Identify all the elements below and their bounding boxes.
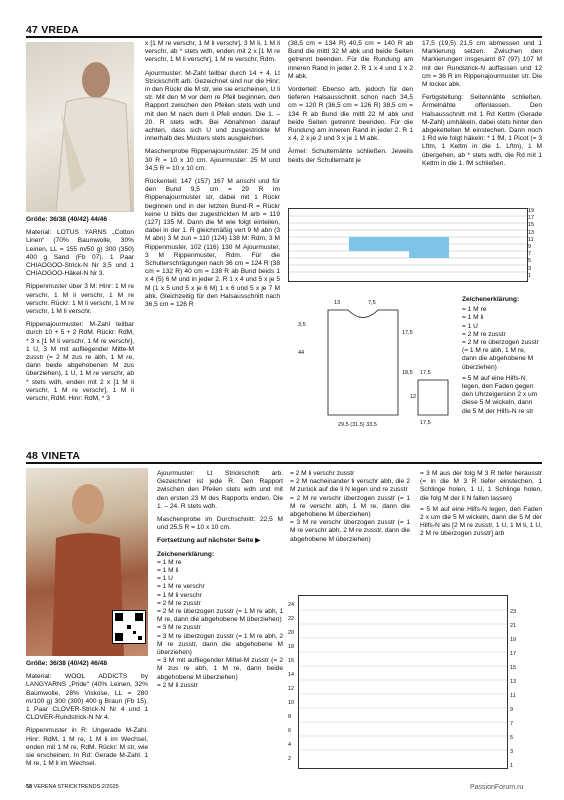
chart-row-number: 24 <box>288 602 295 608</box>
chart-row-number: 5 <box>510 735 514 741</box>
model-photo-vreda-illustration <box>26 42 134 212</box>
section-title-vineta: 48 VINETA <box>26 450 542 464</box>
legend-vreda <box>462 296 542 416</box>
legend-item: = 1 M li <box>157 567 179 575</box>
legend-item: = 3 M re verschr überzogen zusstr (= 1 M re verschr abh, 2 M re zusstr, dann die abgehobene M überziehen) <box>290 519 410 543</box>
legend-item: = 1 M li <box>462 314 484 322</box>
chart-row-number: 17 <box>528 215 535 222</box>
gauge-vineta: Maschenprobe im Durchschnitt: 22,5 M und 25,5 R = 10 x 10 cm. <box>157 516 283 532</box>
chart-row-numbers-right-vineta <box>510 605 516 773</box>
chart-row-number: 21 <box>510 623 517 629</box>
schematic-label-right2: 18,5 <box>402 370 413 376</box>
schematic-label-bottom: 29,5 (31,5) 33,5 <box>338 422 377 428</box>
chart-row-number: 22 <box>288 616 295 622</box>
legend-item: = 1 M li verschr <box>157 591 202 599</box>
chart-row-numbers-left-vineta <box>288 598 294 766</box>
chart-row-number: 4 <box>288 742 292 748</box>
sleeve-label-side: 12 <box>410 394 417 400</box>
legend-item: = 2 M re überzogen zusstr (= 1 M re abh, 1 M re, dann die abgehobene M überziehen) <box>462 339 539 371</box>
schematic-label-left1: 3,5 <box>298 322 306 328</box>
legend-item: = 2 M re zusstr <box>462 330 506 338</box>
chart-row-number: 9 <box>510 707 514 713</box>
schematic-label-top2: 7,5 <box>368 300 376 306</box>
rib-pattern-vineta: Rippenmuster in R: Ungerade M-Zahl. Hinr: RdM, 1 M re, 1 M li im Wechsel, enden mit 1 M re, RdM. Rückr: M str, wie sie erscheinen. In Rd: Gerade M-Zahl. 1 M re, 1 M li im Wechsel. <box>26 727 148 768</box>
ajour-pattern-vineta: Ajourmuster: Lt Strickschrift arb. Gezeichnet ist jede R. Den Rapport zwischen den Pfeilen stets wdh und mit den ersten 23 M des Rapports enden. Die 1. – 24. R stets wdh. <box>157 470 283 510</box>
chart-row-number: 15 <box>528 222 535 229</box>
section-title-vreda: 47 VREDA <box>26 24 542 38</box>
legend-item: = 1 M re verschr <box>157 583 205 591</box>
col2-text-2: Ajourmuster: M-Zahl teilbar durch 14 + 4. Lt Strickschrift arb. Gezeichnet sind nur die Hinr; in den Rückr die M str, wie sie erscheinen, U li str. Mit den M vor dem re Pfeil beginnen, den Rapport zwischen den Pfeilen stets wdh und mit den M nach dem li Pfeil enden. Die 1. – 20. R stets wdh. Bei Abnahmen darauf achten, dass sich U und zusgestrickte M innerhalb des Musters stets ausgleichen. <box>145 69 280 143</box>
chart-row-number: 8 <box>288 714 292 720</box>
chart-row-number: 5 <box>528 258 532 265</box>
legend-item: = 3 M mit aufliegender Mittel-M zusstr (= 2 M zus re abh, 1 M re, dann beide abgehobene M überziehen) <box>157 657 283 681</box>
chart-row-number: 11 <box>528 236 534 243</box>
chart-row-number: 13 <box>528 229 535 236</box>
legend-item: = 2 M re überzogen zusstr (= 1 M re abh, 1 M re, dann die abgehobene M überziehen) <box>157 608 283 624</box>
legend-item: = 5 M auf eine Hilfs-N legen, den Faden 2 x um die 5 M wickeln, dann die 5 M der Hilfs-N als [2 M re zusstr, 1 U, 1 M li, 1 U, 2 M re überzogen zusstr] arb <box>420 505 542 538</box>
legend-item: = 1 M re <box>462 306 487 314</box>
col2-text-3: Maschenprobe Rippenajourmuster: 25 M und 30 R = 10 x 10 cm. Ajourmuster: 25 M und 34,5 R = 10 x 10 cm. <box>145 148 280 172</box>
chart-row-number: 7 <box>528 251 532 258</box>
col2-text-1: x [1 M re verschr, 1 M li verschr], 3 M li, 1 M li verschr, ab * stets wdh, enden mit 2 x [1 M re verschr, 1 M li verschr], 1 M re verschr, Rdm. <box>145 40 280 64</box>
legend-item: = 2 M li zusstr <box>157 681 198 689</box>
qr-code[interactable] <box>112 610 146 644</box>
chart-grid-vreda <box>289 209 527 281</box>
material-vreda: Material: LOTUS YARNS „Cotton Linen“ (70% Baumwolle, 30% Leinen, LL = 155 m/50 g) 300 (350) 400 g Sand (Fb 07). 1 Paar CHIAOGOO-Strick-N Nr 3,5 und 1 CHIAOGOO-Häkel-N Nr 3. <box>26 229 134 278</box>
size-vreda: Größe: 36/38 (40/42) 44/46 <box>26 216 108 223</box>
sleeve-label-bottom: 17,5 <box>420 420 431 426</box>
page-footer <box>26 784 119 790</box>
rib-pattern-vreda: Rippenmuster über 3 M: Hinr: 1 M re verschr, 1 M li verschr, 1 M re verschr. Rückr: 1 M li verschr, 1 M re verschr, 1 M li verschr. <box>26 283 134 316</box>
legend-item: = 3 M aus der folg M 3 R tiefer herausstr (= in die M 3 R tiefer einstechen, 1 Schlinge holen, 1 U, 1 Schlinge holen, die folg M der li N fallen lassen) <box>420 470 542 502</box>
chart-row-number: 3 <box>528 265 532 272</box>
chart-row-number: 20 <box>288 630 295 636</box>
chart-row-number: 17 <box>510 651 517 657</box>
legend-item: = 3 M re überzogen zusstr (= 1 M re abh, 2 M re zusstr, dann die abgehobene M überziehen) <box>157 632 283 657</box>
chart-row-number: 3 <box>510 749 514 755</box>
chart-row-numbers-vreda <box>528 208 534 280</box>
continued-note[interactable]: Fortsetzung auf nächster Seite ▶ <box>157 537 261 545</box>
legend-item: = 1 U <box>462 322 478 330</box>
schematic-label-top1: 13 <box>334 300 341 306</box>
legend-vineta-col4 <box>420 470 542 539</box>
schematic-drawing <box>288 290 456 440</box>
page-number: 58 <box>26 784 33 790</box>
chart-row-number: 11 <box>510 693 516 699</box>
legend-item: = 2 M re verschr überzogen zusstr (= 1 M re verschr abh, 1 M re, dann die abgehobene M überziehen) <box>290 494 410 519</box>
chart-row-number: 16 <box>288 658 295 664</box>
chart-row-number: 14 <box>288 672 295 678</box>
chart-row-number: 9 <box>528 244 532 251</box>
schematic-label-left2: 44 <box>298 350 305 356</box>
col4-text-1: 17,5 (19,5) 21,5 cm abmessen und 1 Markierung setzen. Zwischen den Markierungen insgesamt 87 (97) 107 M mit der Rundstrick-N auffassen und 12 cm = 36 R im Rippenajourmuster str. Die M locker abk. <box>422 40 542 89</box>
legend-item: = 2 M nacheinander li verschr abh, die 2 M zurück auf die li N legen und re zusstr <box>290 478 410 494</box>
chart-row-number: 6 <box>288 728 292 734</box>
qr-code-pattern <box>113 611 145 643</box>
legend-vineta-col3 <box>290 470 410 544</box>
size-vineta: Größe: 36/38 (40/42) 46/48 <box>26 660 108 667</box>
chart-row-number: 1 <box>528 272 532 279</box>
legend-item: = 1 M re <box>157 558 182 566</box>
knitting-chart-vreda <box>288 208 528 282</box>
legend-item: = 3 M re zusstr <box>157 624 201 632</box>
chart-row-number: 7 <box>510 721 514 727</box>
col3-text-1: (38,5 cm = 134 R) 40,5 cm = 140 R ab Bund die mittl 32 M abk und beide Seiten getrennt beenden. Für die Rundung am inneren Rand in jeder 2. R 1 x 4 und 1 x 2 M abk. <box>288 40 413 80</box>
garment-schematic-vreda <box>288 290 456 440</box>
col3-text-2: Vorderteil: Ebenso arb, jedoch für den tieferen Halsausschnitt schon nach 34,5 cm = 120 R (36,5 cm = 126 R) 38,5 cm = 134 R ab Bund die mittl 22 M abk und beide Seiten getrennt beenden. Für die Rundung am inneren Rand in jeder 2. R 1 x 4, 2 x je 2 und 3 x je 1 M abk. <box>288 86 413 143</box>
chart-row-number: 19 <box>528 208 535 214</box>
chart-grid-vineta <box>299 596 507 768</box>
col4-text-2: Fertigstellung: Seitennähte schließen. Ärmelnähte offenlassen. Den Halsausschnitt mit 1 Rd Kettm (Gerade M-Zahl) umhäkeln, dabei stets hinter den abgekettelten M einstechen. Dann noch 1 Rd wie folgt häkeln: * 1 fM, 1 Picot (= 3 Lftm, 1 Kettm in die 1. Lftm), 1 M übergehen, ab * stets wdh, die Rd mit 1 Kettm in die 1. fM schließen. <box>422 94 542 167</box>
legend-vineta-col2 <box>157 551 283 690</box>
legend-item: = 2 M re zusstr <box>157 599 201 607</box>
chart-row-number: 13 <box>510 679 517 685</box>
col2-text-4: Rückenteil: 147 (157) 167 M anschl und für den Bund 9,5 cm = 29 R im Rippenajourmuster str, dabei mit 1 Rückr beginnen und in der letzten Bund-R = Rückr keine U bilds der zugestrickten M arb = 119 (127) 135 M. Dann die M wie folgt einteilen, dabei in der 1. R gleichmäßig vert 9 M abn (3 M abn) 3 M zun = 110 (124) 138 M: Rdm, 3 M Rippenmuster, 102 (116) 130 M Ajourmuster, 3 M Rippenmuster, Rdm. Für die Schulterschrägungen nach 36 cm = 124 R (38 cm = 132 R) 40 cm = 138 R ab Bund beids 1 x 4 (5) 6 M und in jeder 2. R 1 x 4 und 5 x je 5 M (1 x 5 und 5 x je 6 M) 1 x 6 und 5 x je 7 M abk. Gleichzeitig für den Halsausschnitt nach 36,5 cm = 126 R <box>145 178 280 309</box>
chart-row-number: 12 <box>288 686 295 692</box>
legend-title-vineta: Zeichenerklärung: <box>157 550 215 558</box>
knitting-chart-vineta <box>298 595 508 769</box>
chart-row-number: 18 <box>288 644 295 650</box>
model-photo-vreda <box>26 42 134 212</box>
chart-row-number: 19 <box>510 637 517 643</box>
chart-row-number: 2 <box>288 756 292 762</box>
rib-ajour-pattern-vreda: Rippenajourmuster: M-Zahl teilbar durch 10 + 5 + 2 RdM. Rückr: RdM, * 3 x [1 M li verschr, 1 M re verschr], 1 U, 3 M mit aufliegender Mitte-M zusstr (= 2 M zus re abh, 1 M re, dann beide abgehobenen M zus überziehen), 1 U, 1 M re verschr, ab * stets wdh, enden mit 2 x [1 M li verschr, 1 M re verschr], 1 M li verschr, RdM. Hinr: RdM, * 3 <box>26 321 134 403</box>
legend-item: = 5 M auf eine Hilfs-N legen, den Faden gegen den Uhrzeigersinn 2 x um diese 5 M wickeln, dann die 5 M der Hilfs-N re str <box>462 374 538 415</box>
material-vineta: Material: WOOL ADDICTS by LANGYARNS „Pride“ (40% Leinen, 32% Baumwolle, 28% Viskose, LL = 280 m/100 g) 300 (300) 400 g Braun (Fb 15). 1 Paar CLOVER-Strick-N Nr 4 und 1 CLOVER-Rundstrick-N Nr 4. <box>26 673 148 722</box>
legend-title-vreda: Zeichenerklärung: <box>462 296 520 303</box>
chart-row-number: 15 <box>510 665 517 671</box>
col3-text-3: Ärmel: Schulternähte schließen. Jeweils beids der Schulternaht je <box>288 148 413 164</box>
sleeve-label-top: 17,5 <box>420 370 431 376</box>
chart-row-number: 10 <box>288 700 295 706</box>
watermark: PassionForum.ru <box>470 784 524 791</box>
magazine-name: VERENA STRICKTRENDS 2/2025 <box>33 784 119 790</box>
schematic-label-right1: 17,5 <box>402 330 413 336</box>
legend-item: = 2 M li verschr zusstr <box>290 470 355 477</box>
chart-row-number: 1 <box>510 763 514 769</box>
chart-row-number: 23 <box>510 609 517 615</box>
legend-item: = 1 U <box>157 575 173 583</box>
